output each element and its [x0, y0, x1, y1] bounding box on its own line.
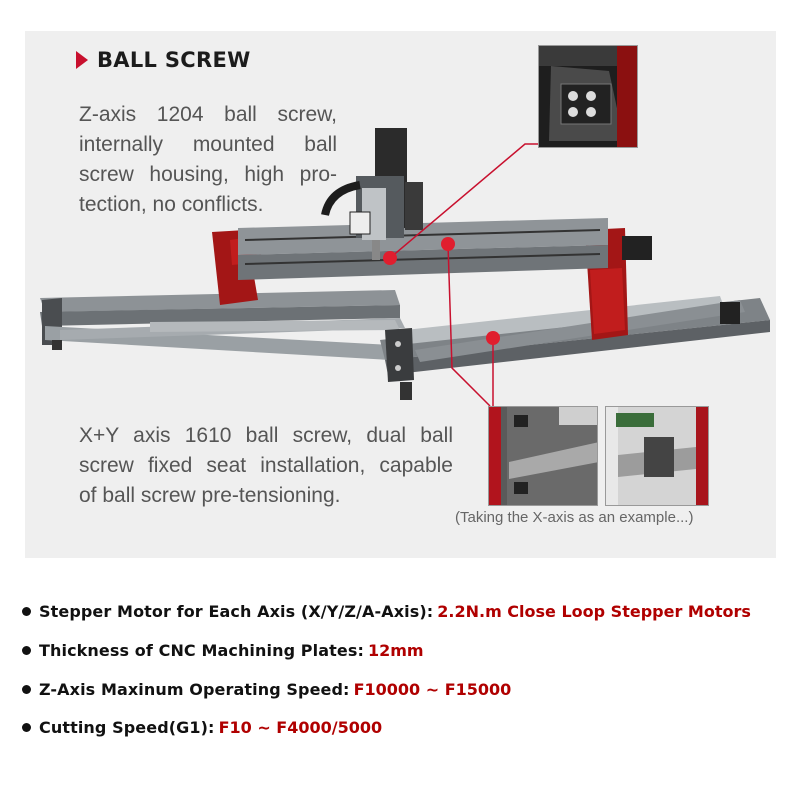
section-heading-text: BALL SCREW [97, 48, 251, 72]
spec-value: F10 ~ F4000/5000 [218, 717, 383, 737]
spec-value: 2.2N.m Close Loop Stepper Motors [437, 601, 751, 621]
description-line: tection, no conflicts. [79, 193, 264, 216]
description-line: screw fixed seat installation, capable [79, 454, 453, 477]
spec-label: Cutting Speed(G1): [39, 717, 215, 737]
description-line: internally mounted ball [79, 133, 337, 156]
example-caption: (Taking the X-axis as an example...) [455, 509, 694, 526]
xy-axis-description [79, 421, 453, 511]
bullet-icon [22, 607, 31, 616]
spec-item [22, 599, 751, 623]
triangle-right-icon [76, 51, 88, 69]
description-line: Z-axis 1204 ball screw, [79, 103, 337, 126]
spec-item [22, 715, 382, 739]
spec-label: Stepper Motor for Each Axis (X/Y/Z/A-Axis): [39, 601, 434, 621]
z-axis-ballscrew-closeup-image [538, 45, 638, 148]
x-axis-ballscrew-closeup-image-right [605, 406, 709, 506]
spec-label: Z-Axis Maxinum Operating Speed: [39, 679, 350, 699]
spec-item [22, 638, 424, 662]
description-line: screw housing, high pro- [79, 163, 337, 186]
bullet-icon [22, 685, 31, 694]
spec-value: F10000 ~ F15000 [353, 679, 512, 699]
section-heading [76, 45, 251, 75]
spec-value: 12mm [367, 640, 424, 660]
description-line: X+Y axis 1610 ball screw, dual ball [79, 424, 453, 447]
spec-label: Thickness of CNC Machining Plates: [39, 640, 364, 660]
x-axis-ballscrew-closeup-image-left [488, 406, 598, 506]
spec-item [22, 677, 511, 701]
description-line: of ball screw pre-tensioning. [79, 484, 341, 507]
z-axis-description [79, 100, 337, 220]
bullet-icon [22, 723, 31, 732]
bullet-icon [22, 646, 31, 655]
